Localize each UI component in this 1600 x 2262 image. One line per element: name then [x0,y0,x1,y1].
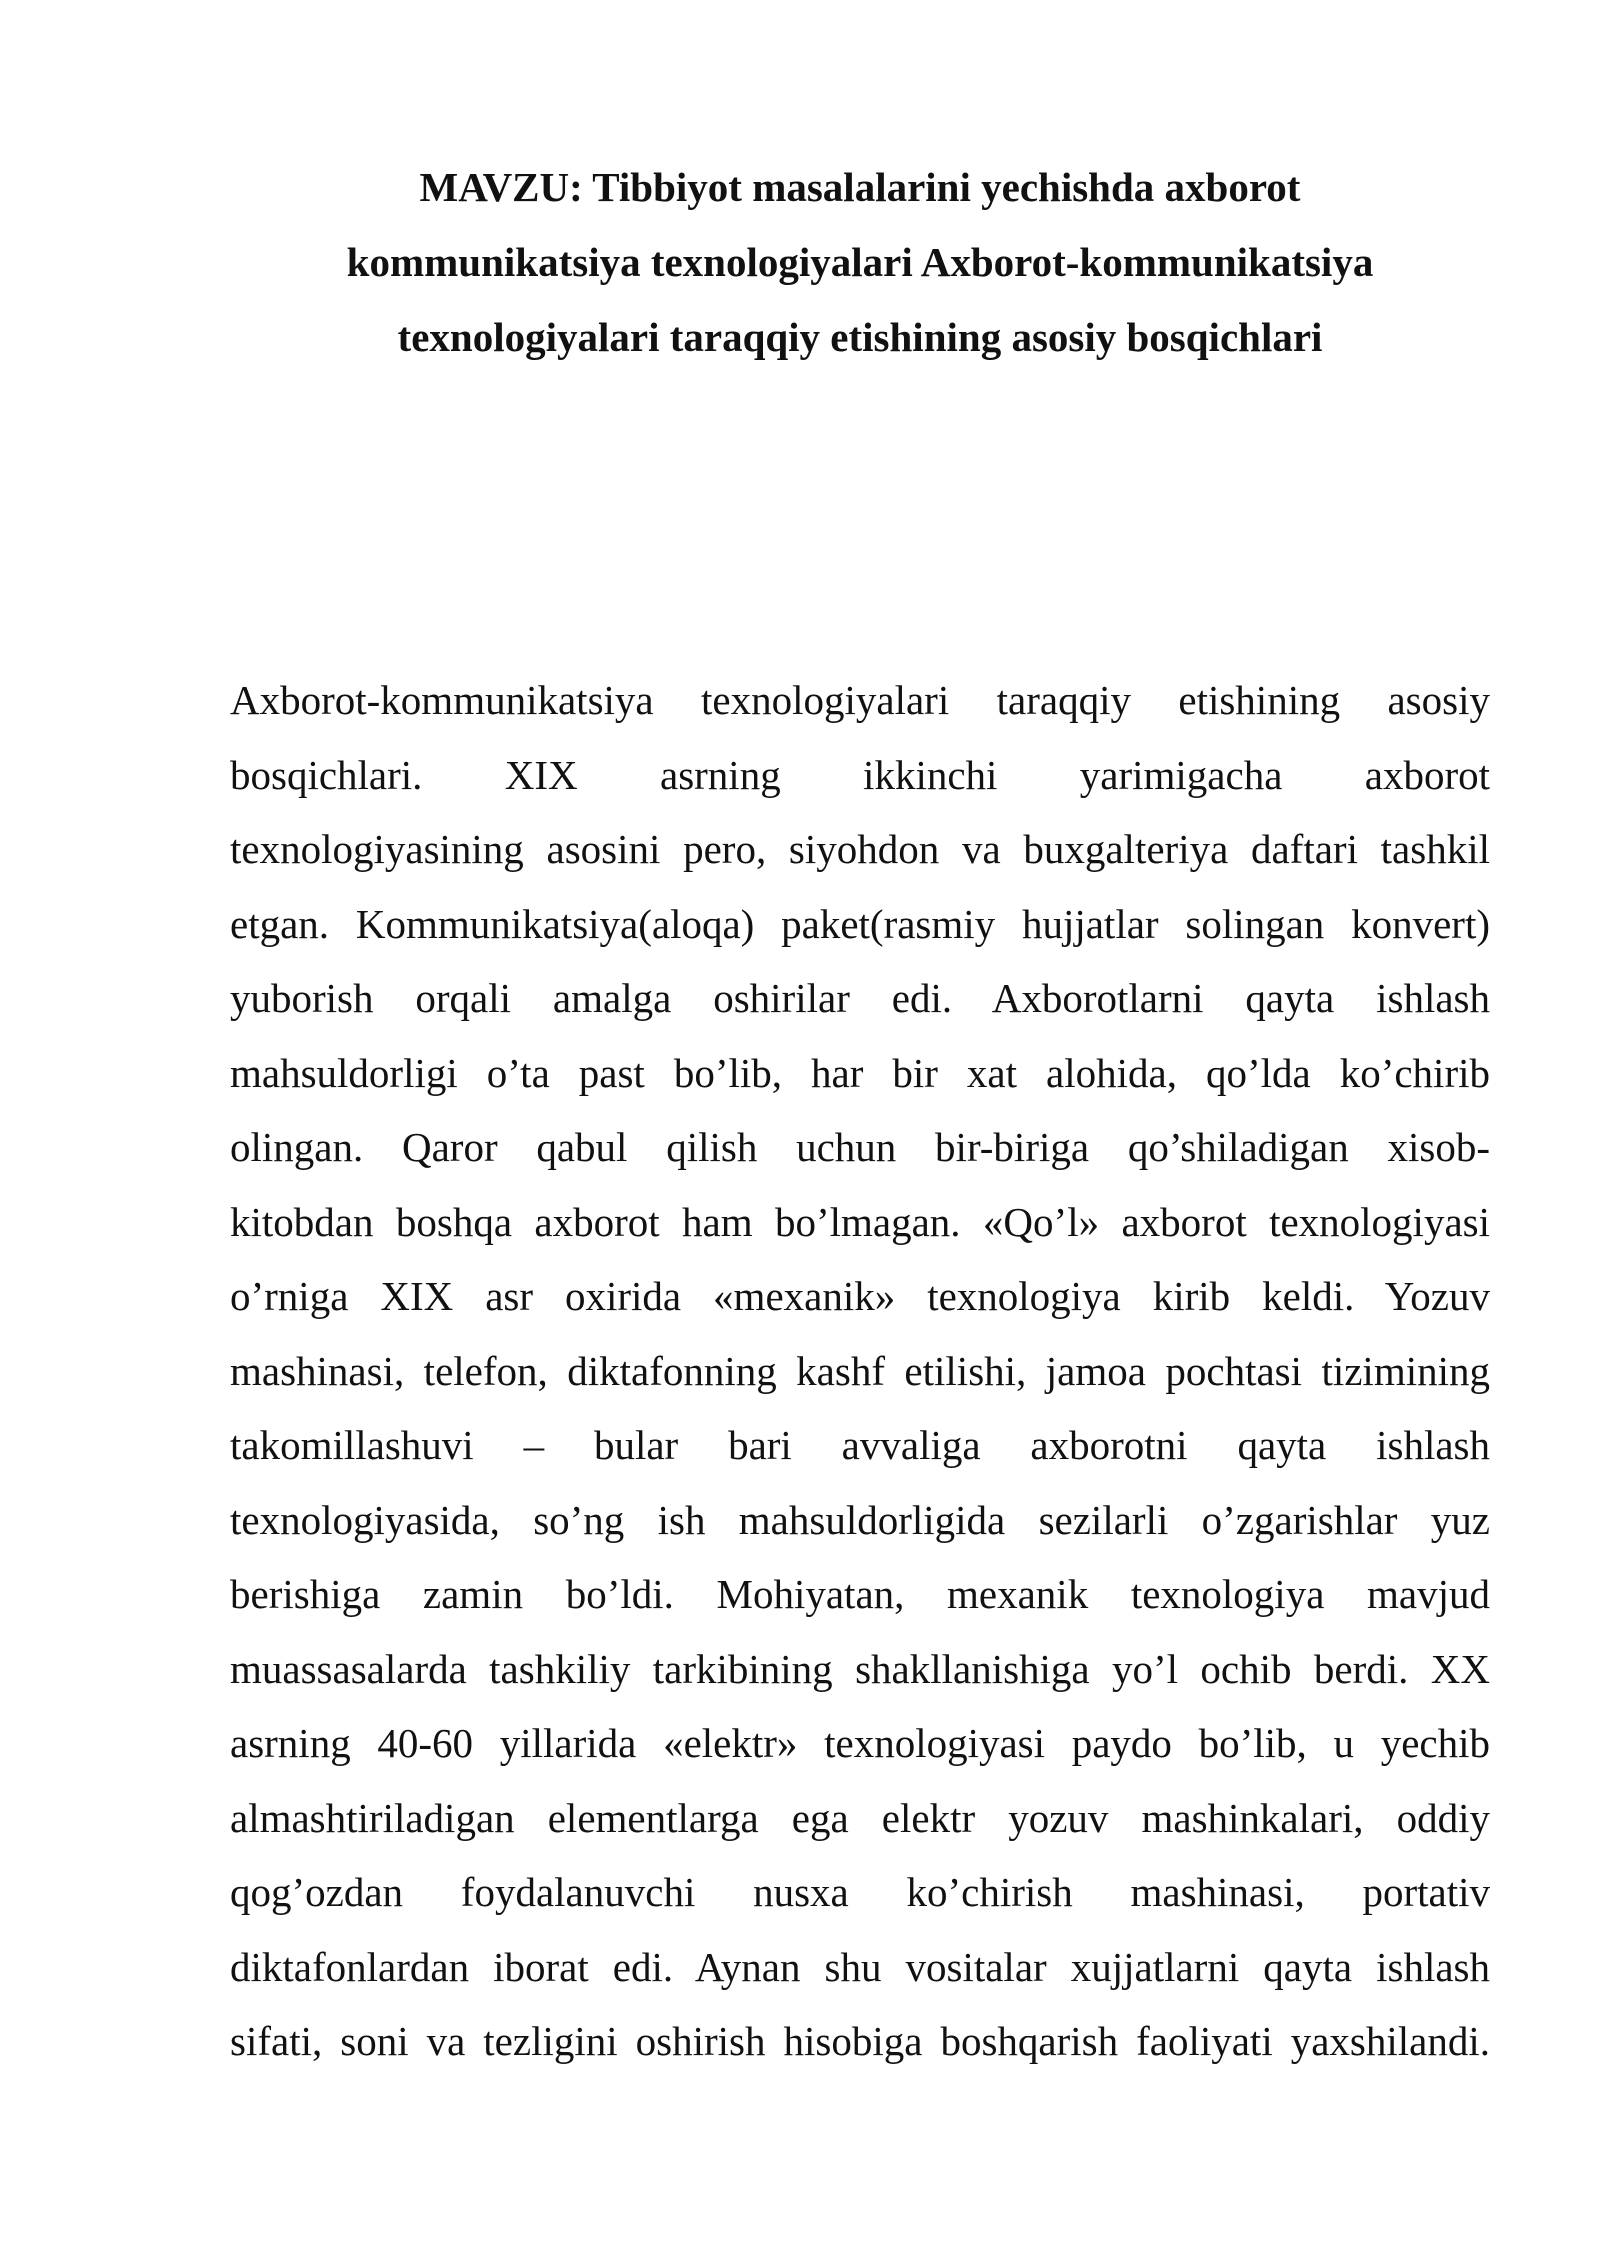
body-line: mahsuldorligi o’ta past bo’lib, har bir xat alohida, qo’lda ko’chirib [230,1049,1490,1096]
body-line: olingan. Qaror qabul qilish uchun bir-biriga qo’shiladigan xisob- [230,1124,1490,1170]
body-line: Axborot-kommunikatsiya texnologiyalari taraqqiy etishining asosiy [230,677,1490,723]
body-paragraph [230,663,1490,2079]
body-line: berishiga zamin bo’ldi. Mohiyatan, mexanik texnologiya mavjud [230,1571,1490,1617]
title-line: MAVZU: Tibbiyot masalalarini yechishda axborot [419,164,1301,210]
body-line: yuborish orqali amalga oshirilar edi. Axborotlarni qayta ishlash [230,975,1490,1021]
body-line: sifati, soni va tezligini oshirish hisobiga boshqarish faoliyati yaxshilandi. [230,2018,1490,2064]
body-line: diktafonlardan iborat edi. Aynan shu vositalar xujjatlarni qayta ishlash [230,1943,1490,1990]
body-line: asrning 40-60 yillarida «elektr» texnologiyasi paydo bo’lib, u yechib [230,1720,1490,1766]
body-line: mashinasi, telefon, diktafonning kashf etilishi, jamoa pochtasi tizimining [230,1347,1490,1394]
body-line: bosqichlari. XIX asrning ikkinchi yarimigacha axborot [230,751,1490,798]
body-line: almashtiriladigan elementlarga ega elektr yozuv mashinkalari, oddiy [230,1794,1490,1841]
body-line: muassasalarda tashkiliy tarkibining shakllanishiga yo’l ochib berdi. XX [230,1645,1490,1692]
body-line: o’rniga XIX asr oxirida «mexanik» texnologiya kirib keldi. Yozuv [230,1273,1490,1319]
body-line: kitobdan boshqa axborot ham bo’lmagan. «Qo’l» axborot texnologiyasi [230,1198,1490,1245]
title-line: texnologiyalari taraqqiy etishining asosiy bosqichlari [397,314,1323,360]
title-line: kommunikatsiya texnologiyalari Axborot-kommunikatsiya [346,239,1374,285]
document-title [230,150,1490,375]
body-line: etgan. Kommunikatsiya(aloqa) paket(rasmiy hujjatlar solingan konvert) [230,900,1490,947]
body-line: texnologiyasida, so’ng ish mahsuldorligida sezilarli o’zgarishlar yuz [230,1496,1490,1543]
body-line: texnologiyasining asosini pero, siyohdon va buxgalteriya daftari tashkil [230,826,1490,872]
body-line: qog’ozdan foydalanuvchi nusxa ko’chirish mashinasi, portativ [230,1869,1490,1915]
body-line: takomillashuvi – bular bari avvaliga axborotni qayta ishlash [230,1422,1490,1468]
